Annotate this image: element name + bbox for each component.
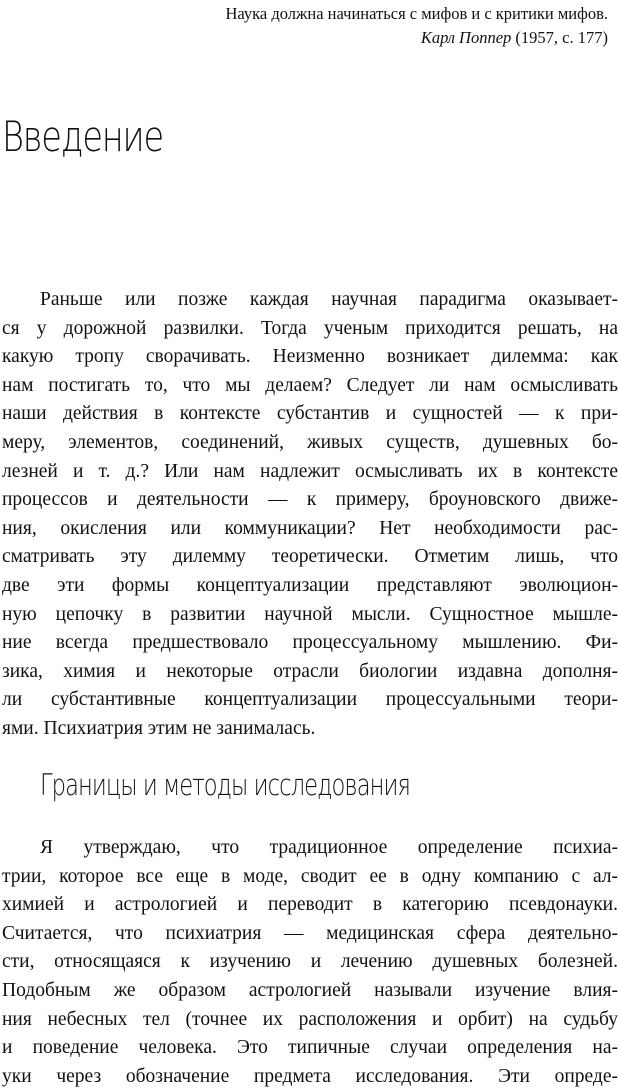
text-line: трии, которое все еще в моде, сводит ее в одну компанию с ал-: [2, 865, 618, 887]
text-line: Я утверждаю, что традиционное определение психиа-: [40, 837, 618, 858]
text-line: сти, относящаяся к изучению и лечению душевных болезней.: [2, 951, 618, 973]
text-line: сматривать эту дилемму теоретически. Отметим лишь, что: [2, 546, 618, 568]
text-line: меру, элементов, соединений, живых существ, душевных бо-: [2, 431, 618, 453]
text-line: Подобным же образом астрологией называли изучение влия-: [2, 979, 618, 1001]
epigraph-attribution: [225, 26, 608, 50]
text-line: зика, химия и некоторые отрасли биологии издавна дополня-: [2, 660, 618, 682]
text-line: Раньше или позже каждая научная парадигма оказывает-: [40, 289, 618, 310]
text-line: ли субстантивные концептуализации процессуальными теори-: [2, 689, 618, 711]
epigraph-source: (1957, с. 177): [515, 28, 608, 47]
text-line: уки через обозначение предмета исследования. Эти опреде-: [2, 1065, 618, 1087]
section-title: Границы и методы исследования: [40, 768, 410, 802]
text-line: процессов и деятельности — к примеру, броуновского движе-: [2, 489, 618, 511]
text-line: ние всегда предшествовало процессуальному мышлению. Фи-: [2, 632, 618, 654]
intro-paragraph: [2, 286, 618, 744]
epigraph: [225, 2, 608, 50]
text-line: и поведение человека. Это типичные случаи определения на-: [2, 1037, 618, 1059]
text-line: ями. Психиатрия этим не занималась.: [2, 717, 316, 739]
chapter-title: Введение: [2, 112, 163, 161]
text-line: ния небесных тел (точнее их расположения и орбит) на судьбу: [2, 1008, 618, 1030]
text-line: ную цепочку в развитии научной мысли. Сущностное мышле-: [2, 603, 618, 625]
text-line: нам постигать то, что мы делаем? Следует ли нам осмысливать: [2, 374, 618, 396]
epigraph-quote: Наука должна начинаться с мифов и с критики мифов.: [225, 4, 608, 23]
section-paragraph: [2, 834, 618, 1091]
text-line: ния, окисления или коммуникации? Нет необходимости рас-: [2, 517, 618, 539]
text-line: какую тропу сворачивать. Неизменно возникает дилемма: как: [2, 346, 618, 368]
epigraph-author: Карл Поппер: [420, 28, 512, 47]
text-line: две эти формы концептуализации представляют эволюцион-: [2, 574, 618, 596]
text-line: наши действия в контексте субстантив и сущностей — к при-: [2, 403, 618, 425]
text-line: химией и астрологией и переводит в категорию псевдонауки.: [2, 894, 618, 916]
text-line: лезней и т. д.? Или нам надлежит осмысливать их в контексте: [2, 460, 618, 482]
text-line: Считается, что психиатрия — медицинская сфера деятельно-: [2, 922, 618, 944]
text-line: ся у дорожной развилки. Тогда ученым приходится решать, на: [2, 317, 618, 339]
